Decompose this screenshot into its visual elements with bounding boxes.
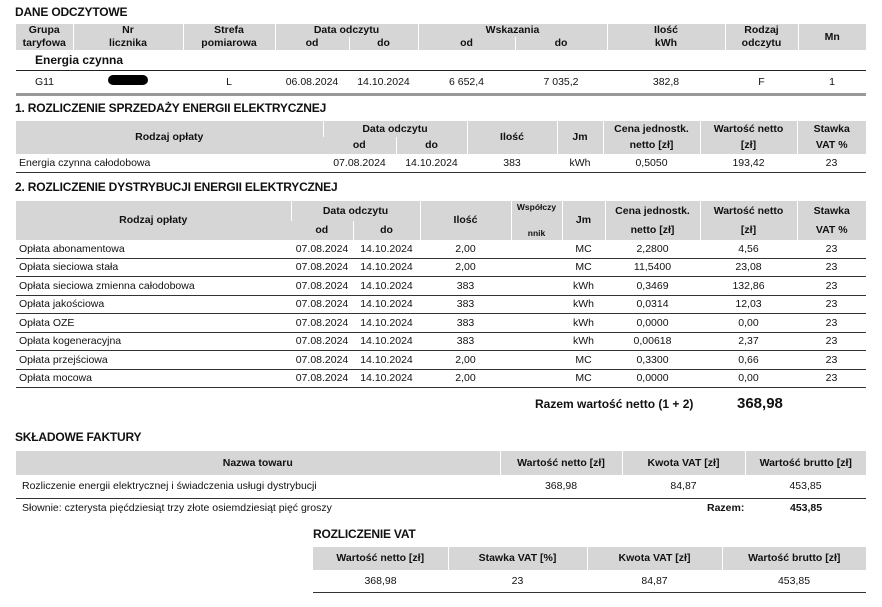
cell-price: 0,3300: [605, 351, 700, 370]
header-to: do: [353, 221, 420, 240]
cell-coef: [511, 258, 562, 277]
cell-name: Opłata sieciowa stała: [16, 258, 291, 277]
header-to: do: [396, 137, 467, 154]
header-net: Wartość netto: [700, 121, 797, 137]
table-row: [16, 277, 866, 296]
date-to: 14.10.2024: [349, 70, 418, 94]
ind-from: 6 652,4: [418, 70, 515, 94]
cell-name: Opłata sieciowa zmienna całodobowa: [16, 277, 291, 296]
cell-net: 12,03: [700, 295, 797, 314]
cell-from: 07.08.2024: [291, 332, 353, 351]
date-from: 06.08.2024: [275, 70, 349, 94]
sales-table: [16, 121, 866, 173]
header-indications: Wskazania: [418, 24, 607, 37]
cell-from: 07.08.2024: [291, 295, 353, 314]
amount-in-words: Słownie: czterysta pięćdziesiąt trzy złote osiemdziesiąt pięć groszy: [22, 502, 332, 514]
cell-net: 0,00: [700, 314, 797, 333]
header-qty: Ilość: [467, 121, 557, 154]
cell-price: 11,5400: [605, 258, 700, 277]
header-meter: Nr: [122, 24, 134, 36]
header-from: od: [323, 137, 396, 154]
header-ind-from: od: [418, 37, 515, 50]
header-vat-2: VAT %: [797, 221, 866, 240]
header-qty: Ilość: [654, 24, 678, 36]
section-label: Energia czynna: [16, 50, 866, 70]
cell-coef: [511, 314, 562, 333]
header-type-2: odczytu: [725, 37, 798, 50]
cell-net: 0,66: [700, 351, 797, 370]
components-title: SKŁADOWE FAKTURY: [15, 430, 142, 444]
meter-number-redacted: [73, 70, 183, 94]
header-zone: Strefa: [214, 24, 244, 36]
group-value: G11: [16, 70, 73, 94]
cell-to: 14.10.2024: [353, 332, 420, 351]
vat-title: ROZLICZENIE VAT: [313, 527, 416, 541]
cell-vat: 23: [797, 351, 866, 370]
cell-vat: 23: [797, 258, 866, 277]
header-gross: Wartość brutto [zł]: [745, 451, 866, 475]
header-type: Rodzaj: [744, 24, 779, 36]
cell-from: 07.08.2024: [291, 240, 353, 258]
table-row: [16, 258, 866, 277]
header-group-2: taryfowa: [16, 37, 73, 50]
cell-unit: MC: [562, 240, 605, 258]
header-net: Wartość netto [zł]: [500, 451, 622, 475]
component-gross: 453,85: [745, 475, 866, 498]
cell-to: 14.10.2024: [353, 277, 420, 296]
cell-name: Opłata jakościowa: [16, 295, 291, 314]
distribution-title: 2. ROZLICZENIE DYSTRYBUCJI ENERGII ELEKTRYCZNEJ: [15, 180, 338, 194]
header-unit: Jm: [557, 121, 603, 154]
cell-net: 2,37: [700, 332, 797, 351]
table-row: [16, 240, 866, 258]
cell-name: Opłata kogeneracyjna: [16, 332, 291, 351]
header-coef: Współczy nnik: [511, 201, 562, 240]
header-from: od: [275, 37, 349, 50]
vat-rate: 23: [448, 570, 587, 592]
header-unit: Jm: [562, 201, 605, 240]
cell-from: 07.08.2024: [291, 351, 353, 370]
readings-table: [16, 24, 866, 96]
header-vat: Stawka: [797, 201, 866, 221]
cell-coef: [511, 295, 562, 314]
zone-value: L: [183, 70, 275, 94]
cell-to: 14.10.2024: [353, 258, 420, 277]
cell-price: 0,0314: [605, 295, 700, 314]
distribution-table: [16, 201, 866, 388]
cell-to: 14.10.2024: [353, 240, 420, 258]
cell-to: 14.10.2024: [353, 351, 420, 370]
header-from: od: [291, 221, 353, 240]
cell-name: Opłata OZE: [16, 314, 291, 333]
components-table: [16, 451, 866, 499]
cell-unit: kWh: [557, 154, 603, 172]
cell-to: 14.10.2024: [353, 295, 420, 314]
cell-price: 0,3469: [605, 277, 700, 296]
cell-coef: [511, 369, 562, 388]
cell-qty: 383: [420, 295, 511, 314]
header-price: Cena jednostk.: [603, 121, 700, 137]
header-name: Rodzaj opłaty: [16, 121, 323, 154]
header-zone-2: pomiarowa: [183, 37, 275, 50]
header-meter-2: licznika: [73, 37, 183, 50]
header-gross: Wartość brutto [zł]: [722, 547, 866, 570]
header-rate: Stawka VAT [%]: [448, 547, 587, 570]
cell-from: 07.08.2024: [291, 258, 353, 277]
cell-price: 0,00618: [605, 332, 700, 351]
table-row: [16, 314, 866, 333]
header-net-2: [zł]: [700, 221, 797, 240]
cell-coef: [511, 240, 562, 258]
cell-vat: 23: [797, 277, 866, 296]
cell-name: Energia czynna całodobowa: [16, 154, 323, 172]
header-date: Data odczytu: [275, 24, 418, 37]
table-row: [16, 369, 866, 388]
cell-qty: 2,00: [420, 258, 511, 277]
cell-price: 0,0000: [605, 314, 700, 333]
header-name: Nazwa towaru: [16, 451, 500, 475]
cell-vat: 23: [797, 332, 866, 351]
cell-net: 132,86: [700, 277, 797, 296]
cell-coef: [511, 332, 562, 351]
cell-qty: 383: [467, 154, 557, 172]
cell-to: 14.10.2024: [353, 369, 420, 388]
cell-coef: [511, 277, 562, 296]
cell-vat: 23: [797, 369, 866, 388]
component-name: Rozliczenie energii elektrycznej i świadczenia usługi dystrybucji: [16, 475, 500, 498]
sum-value: 453,85: [790, 502, 823, 514]
cell-vat: 23: [797, 154, 866, 172]
header-qty: Ilość: [420, 201, 511, 240]
cell-qty: 383: [420, 277, 511, 296]
header-net: Wartość netto [zł]: [313, 547, 448, 570]
header-to: do: [349, 37, 418, 50]
cell-net: 0,00: [700, 369, 797, 388]
cell-qty: 383: [420, 332, 511, 351]
cell-to: 14.10.2024: [353, 314, 420, 333]
header-vat-2: VAT %: [797, 137, 866, 154]
cell-unit: kWh: [562, 332, 605, 351]
header-date: Data odczytu: [323, 121, 467, 137]
cell-price: 0,0000: [605, 369, 700, 388]
cell-price: 2,2800: [605, 240, 700, 258]
cell-qty: 2,00: [420, 369, 511, 388]
cell-name: Opłata abonamentowa: [16, 240, 291, 258]
vat-table: [313, 547, 866, 593]
cell-qty: 2,00: [420, 351, 511, 370]
cell-unit: kWh: [562, 277, 605, 296]
total-label: Razem wartość netto (1 + 2): [535, 397, 694, 411]
cell-unit: kWh: [562, 314, 605, 333]
cell-unit: MC: [562, 351, 605, 370]
cell-from: 07.08.2024: [323, 154, 396, 172]
cell-name: Opłata mocowa: [16, 369, 291, 388]
cell-net: 4,56: [700, 240, 797, 258]
cell-unit: kWh: [562, 295, 605, 314]
cell-qty: 2,00: [420, 240, 511, 258]
header-net-2: [zł]: [700, 137, 797, 154]
cell-coef: [511, 351, 562, 370]
cell-price: 0,5050: [603, 154, 700, 172]
readings-title: DANE ODCZYTOWE: [15, 5, 128, 19]
sum-label: Razem:: [707, 502, 745, 514]
vat-gross: 453,85: [722, 570, 866, 592]
cell-unit: MC: [562, 369, 605, 388]
cell-vat: 23: [797, 240, 866, 258]
cell-unit: MC: [562, 258, 605, 277]
type-value: F: [725, 70, 798, 94]
table-row: [16, 295, 866, 314]
component-vat: 84,87: [622, 475, 745, 498]
cell-from: 07.08.2024: [291, 277, 353, 296]
header-name: Rodzaj opłaty: [16, 201, 291, 240]
header-net: Wartość netto: [700, 201, 797, 221]
header-vat: Kwota VAT [zł]: [587, 547, 722, 570]
header-mn: Mn: [798, 24, 866, 50]
header-vat: Kwota VAT [zł]: [622, 451, 745, 475]
cell-qty: 383: [420, 314, 511, 333]
table-row: [16, 332, 866, 351]
header-qty-2: kWh: [607, 37, 725, 50]
total-value: 368,98: [737, 395, 783, 412]
header-price-2: netto [zł]: [603, 137, 700, 154]
table-row: [16, 351, 866, 370]
qty-value: 382,8: [607, 70, 725, 94]
vat-amount: 84,87: [587, 570, 722, 592]
header-group: Grupa: [28, 24, 60, 36]
header-vat: Stawka: [797, 121, 866, 137]
cell-name: Opłata przejściowa: [16, 351, 291, 370]
header-price: Cena jednostk.: [605, 201, 700, 221]
cell-net: 193,42: [700, 154, 797, 172]
header-price-2: netto [zł]: [605, 221, 700, 240]
table-row: [16, 154, 866, 172]
vat-net: 368,98: [313, 570, 448, 592]
header-ind-to: do: [515, 37, 607, 50]
header-date: Data odczytu: [291, 201, 420, 221]
cell-vat: 23: [797, 295, 866, 314]
component-net: 368,98: [500, 475, 622, 498]
sales-title: 1. ROZLICZENIE SPRZEDAŻY ENERGII ELEKTRYCZNEJ: [15, 101, 327, 115]
cell-vat: 23: [797, 314, 866, 333]
ind-to: 7 035,2: [515, 70, 607, 94]
cell-to: 14.10.2024: [396, 154, 467, 172]
cell-net: 23,08: [700, 258, 797, 277]
cell-from: 07.08.2024: [291, 314, 353, 333]
mn-value: 1: [798, 70, 866, 94]
cell-from: 07.08.2024: [291, 369, 353, 388]
